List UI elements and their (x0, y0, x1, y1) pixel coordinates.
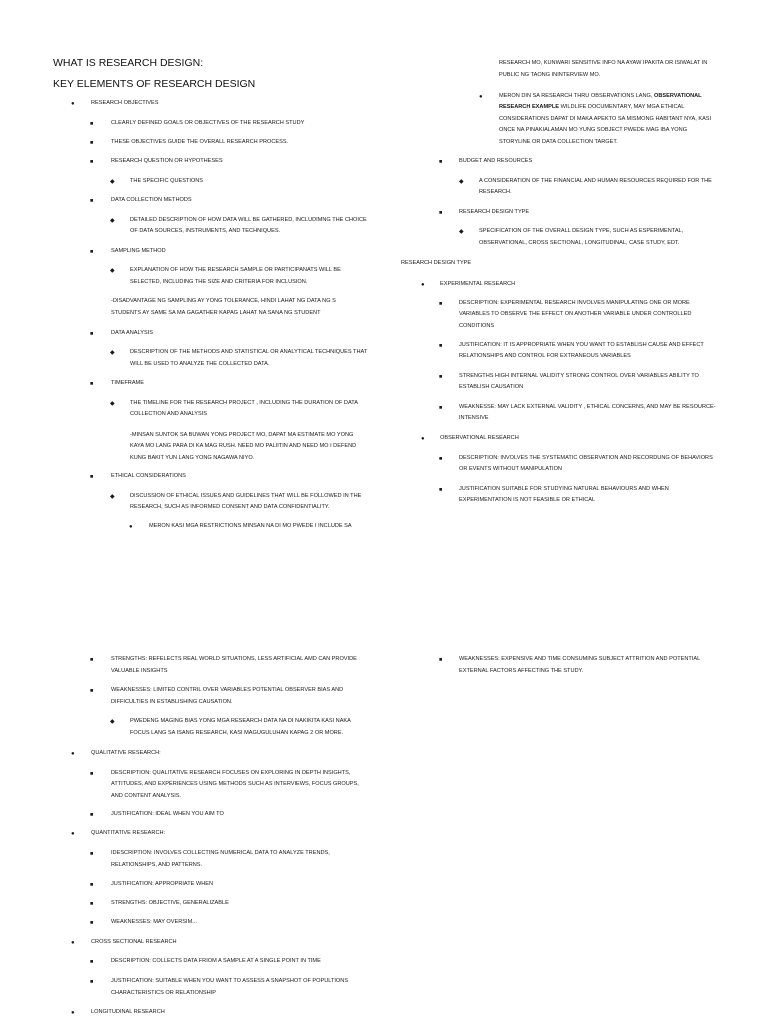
note-text: -MINSAN SUNTOK SA BUWAN YONG PROJECT MO, DAPAT MA ESTIMATE MO YONG (130, 432, 354, 438)
bullet-diamond-icon (110, 493, 115, 501)
list-item: DESCRIPTION: INVOLVES THE SYSTEMATIC OBSERVATION AND RECORDUNG OF BEHAVIORS (459, 455, 713, 461)
list-item-continued: COLLECTION AND ANALYSIS (130, 411, 207, 417)
list-item: STRENGTHS HIGH INTERNAL VALIDITY STRONG CONTROL OVER VARIABLES ABILITY TO (459, 373, 699, 379)
list-item-continued: VARIABLES TO OBSERVE THE EFFECT ON ANOTHER VARIABLE UNDER CONTROLLED (459, 311, 692, 317)
bullet-dot-icon (421, 281, 425, 289)
bullet-square-icon (439, 373, 442, 381)
bullet-square-icon (90, 197, 93, 205)
bullet-square-icon (439, 158, 442, 166)
list-item-continued: EXPERIMENTATION IS NOT FEASIBLE OR ETHICAL (459, 497, 596, 503)
list-item: DESCRIPTION: COLLECTS DATA FRIOM A SAMPLE AT A SINGLE POINT IN TIME (111, 958, 321, 964)
bullet-square-icon (90, 881, 93, 889)
bullet-square-icon (90, 919, 93, 927)
bullet-diamond-icon (110, 267, 115, 275)
list-item: DESCRIPTION: EXPERIMENTAL RESEARCH INVOLVES MANIPULATING ONE OR MORE (459, 300, 690, 306)
list-item: MERON KASI MGA RESTRICTIONS MINSAN NA DI MO PWEDE I INCLUDE SA (149, 523, 352, 529)
list-item: DETAILED DESCRIPTION OF HOW DATA WILL BE GATHERED, INCLUDIMNG THE CHOICE (130, 217, 367, 223)
bullet-square-icon (439, 656, 442, 664)
bullet-square-icon (90, 656, 93, 664)
list-item: JUSTIFICATION: IDEAL WHEN YOU AIM TO (111, 811, 224, 817)
bullet-dot-icon (71, 1009, 75, 1017)
list-item-continued: RESEARCH MO, KUNWARI SENSITIVE INFO NA AYAW IPAKITA OR ISIWALAT IN (499, 60, 708, 66)
bullet-diamond-icon (110, 217, 115, 225)
bullet-dot-icon (479, 93, 483, 101)
list-item-continued: ATTITUDES, AND EXPERIENCES USING METHODS SUCH AS INTERVIEWS, FOCUS GROUPS, (111, 781, 359, 787)
emphasis-text: OBSERVATIONAL (654, 93, 702, 99)
list-item-continued: OBSERVATIONAL, CROSS SECTIONAL, LONGITUDINAL, CASE STUDY, EDT. (479, 240, 680, 246)
list-item: SAMPLING METHOD (111, 248, 166, 254)
list-item: RESEARCH OBJECTIVES (91, 100, 159, 106)
bullet-square-icon (439, 342, 442, 350)
bullet-diamond-icon (110, 349, 115, 357)
list-item: SPECIFICATION OF THE OVERALL DESIGN TYPE, SUCH AS ESPERIMENTAL, (479, 228, 684, 234)
list-item-continued: VALUABLE INSIGHTS (111, 668, 168, 674)
list-item: JUSTIFICATION SUITABLE FOR STUDYING NATURAL BEHAVIOURS AND WHEN (459, 486, 669, 492)
list-item: CLEARLY DEFINED GOALS OR OBJECTIVES OF THE RESEARCH STUDY (111, 120, 305, 126)
list-item-continued: STORYLINE OR DATA COLLECTION TARGET. (499, 139, 618, 145)
bullet-square-icon (90, 473, 93, 481)
list-item: DATA ANALYSIS (111, 330, 153, 336)
list-item-continued: CONDITIONS (459, 323, 495, 329)
list-item-continued: RELATIONSHIPS AND CONTROL FOR EXTRANEOUS VARIABLES (459, 353, 631, 359)
bullet-diamond-icon (459, 178, 464, 186)
bullet-square-icon (90, 158, 93, 166)
list-item-continued: ESTABLISH CAUSATION (459, 384, 524, 390)
list-item: CROSS SECTIONAL RESEARCH (91, 939, 177, 945)
emphasis-text: RESEARCH EXAMPLE (499, 104, 559, 110)
bullet-dot-icon (129, 523, 133, 531)
bullet-dot-icon (71, 100, 75, 108)
list-item: LONGITUDINAL RESEARCH (91, 1009, 165, 1015)
list-item: QUANTITATIVE RESEARCH: (91, 830, 166, 836)
section-label: RESEARCH DESIGN TYPE (401, 260, 472, 266)
note-text: KAYA MO LANG PARA DI KA MAG RUSH. NEED MO PALIITIN AND NEED MO I DEFEND (130, 443, 357, 449)
bullet-square-icon (90, 978, 93, 986)
list-item: ETHICAL CONSIDERATIONS (111, 473, 186, 479)
bullet-square-icon (90, 139, 93, 147)
list-item: DESCRIPTION: QUALITATIVE RESEARCH FOCUSES ON EXPLORING IN DEPTH INSIGHTS, (111, 770, 351, 776)
bullet-dot-icon (71, 939, 75, 947)
list-item: A CONSIDERATION OF THE FINANCIAL AND HUMAN RESOURCES REQUIRED FOR THE (479, 178, 712, 184)
bullet-square-icon (90, 850, 93, 858)
bullet-diamond-icon (110, 400, 115, 408)
list-item: JUSTIFICATION: SUITABLE WHEN YOU WANT TO ASSESS A SNAPSHOT OF POPULTIONS (111, 978, 349, 984)
bullet-square-icon (439, 455, 442, 463)
bullet-square-icon (90, 958, 93, 966)
list-item-continued: INTENSIVE (459, 415, 489, 421)
bullet-dot-icon (71, 750, 75, 758)
list-item: BUDGET AND RESOURCES (459, 158, 533, 164)
list-item: PWEDENG MAGING BIAS YONG MGA RESEARCH DATA NA DI NAKIKITA KASI NAKA (130, 718, 351, 724)
note-text: STUDENTS AY SAME SA MA GAGATHER KAPAG LAHAT NA SANA NG STUDENT (111, 310, 321, 316)
bullet-diamond-icon (110, 178, 115, 186)
bullet-square-icon (439, 486, 442, 494)
bullet-square-icon (90, 687, 93, 695)
list-item: DATA COLLECTION METHODS (111, 197, 192, 203)
list-item: TIMEFRAME (111, 380, 144, 386)
bullet-dot-icon (71, 830, 75, 838)
note-text: -DISADVANTAGE NG SAMPLING AY YONG TOLERANCE, HINDI LAHAT NG DATA NG S (111, 298, 336, 304)
list-item-continued: SELECTED, INCLUDING THE SIZE AND CRITERIA FOR INCLUSION. (130, 279, 308, 285)
list-item: STRENGTHS: REFELECTS REAL WORLD SITUATIONS, LESS ARTIFICIAL AMD CAN PROVIDE (111, 656, 357, 662)
list-item-continued: WILL BE USED TO ANALYZE THE COLLECTED DATA. (130, 361, 270, 367)
list-item: WEAKNESSES: MAY OVERSIM... (111, 919, 197, 925)
bullet-square-icon (90, 380, 93, 388)
list-item: EXPERIMENTAL RESEARCH (440, 281, 516, 287)
bullet-square-icon (439, 209, 442, 217)
list-item-continued: PUBLIC NG TAONG ININTERVIEW MO. (499, 72, 601, 78)
list-item: IDESCRIPTION: INVOLVES COLLECTING NUMERICAL DATA TO ANALYZE TRENDS, (111, 850, 330, 856)
list-item-continued: RESEARCH EXAMPLE WILDLIFE DOCUMENTARY, MAY MGA ETHICAL (499, 104, 685, 110)
list-item: DESCRIPTION OF THE METHODS AND STATISTICAL OR ANALYTICAL TECHNIQUES THAT (130, 349, 368, 355)
bullet-square-icon (90, 811, 93, 819)
bullet-square-icon (90, 330, 93, 338)
bullet-square-icon (90, 120, 93, 128)
bullet-square-icon (90, 248, 93, 256)
list-item-continued: CHARACTERISTICS OR RELATIONSHIP (111, 990, 216, 996)
list-item: THE SPECIFIC QUESTIONS (130, 178, 204, 184)
list-item-continued: OR EVENTS WITHOUT MANIPULATION (459, 466, 562, 472)
list-item: THESE OBJECTIVES GUIDE THE OVERALL RESEARCH PROCESS. (111, 139, 289, 145)
list-item: THE TIMELINE FOR THE RESEARCH PROJECT , INCLUDING THE DURATION OF DATA (130, 400, 359, 406)
list-item-continued: RESEARCH. (479, 189, 512, 195)
list-item-continued: RELATIONSHIPS, AND PATTERNS. (111, 862, 203, 868)
bullet-square-icon (439, 300, 442, 308)
list-item: EXPLANATION OF HOW THE RESEARCH SAMPLE OR PARTICIPANATS WILL BE (130, 267, 341, 273)
list-item: JUSTIFICATION: IT IS APPROPRIATE WHEN YOU WANT TO ESTABLISH CAUSE AND EFFECT (459, 342, 704, 348)
list-item-continued: RESEARCH, SUCH AS INFORMED CONSENT AND DATA CONFIDENTIALITY. (130, 504, 330, 510)
list-item-continued: EXTERNAL FACTORS AFFECTING THE STUDY. (459, 668, 584, 674)
list-item-continued: AND CONTENT ANALYSIS. (111, 793, 182, 799)
list-item: QUALITATIVE RESEARCH: (91, 750, 161, 756)
list-item: STRENGTHS: OBJECTIVE, GENERALIZABLE (111, 900, 229, 906)
list-item: RESEARCH QUESTION OR HYPOTHESES (111, 158, 223, 164)
list-item-continued: FOCUS LANG SA ISANG RESEARCH, KASI MAGUGULUHAN KAPAG 2 OR MORE. (130, 730, 344, 736)
bullet-diamond-icon (110, 718, 115, 726)
list-item: WEAKNESSES: LIMITED CONTRIL OVER VARIABLES POTENTIAL OBSERVER BIAS AND (111, 687, 344, 693)
list-item-continued: DIFFICULTIES IN ESTABLISHING CAUSATION. (111, 699, 233, 705)
list-item: MERON DIN SA RESEARCH THRU OBSERVATIONS LANG, OBSERVATIONAL (499, 93, 702, 99)
note-text: KUNG BAKIT YUN LANG YONG NAGAWA NIYO. (130, 455, 255, 461)
bullet-square-icon (439, 404, 442, 412)
list-item-continued: CONSIDERATIONS DAPAT DI MAKA APEKTO SA MISMONG HABITANT NYA, KASI (499, 116, 712, 122)
list-item-continued: OF DATA SOURCES, INSTRUMENTS, AND TECHNIQUES. (130, 228, 281, 234)
bullet-square-icon (90, 770, 93, 778)
list-item: WEAKNESSE: MAY LACK EXTERNAL VALIDITY , ETHICAL CONCERNS, AND MAY BE RESOURCE- (459, 404, 716, 410)
list-item: RESEARCH DESIGN TYPE (459, 209, 530, 215)
page-title: WHAT IS RESEARCH DESIGN: (53, 57, 204, 69)
list-item: DISCUSSION OF ETHICAL ISSUES AND GUIDELINES THAT WILL BE FOLLOWED IN THE (130, 493, 362, 499)
bullet-square-icon (90, 900, 93, 908)
list-item: JUSTIFICATION: APPROPRIATE WHEN (111, 881, 214, 887)
section-heading: KEY ELEMENTS OF RESEARCH DESIGN (53, 78, 256, 90)
bullet-diamond-icon (459, 228, 464, 236)
list-item: OBSERVATIONAL RESEARCH (440, 435, 519, 441)
bullet-dot-icon (421, 435, 425, 443)
list-item-continued: ONCE NA PINAKIALAMAN MO YUNG SOBJECT PWEDE MAG IBA YONG (499, 127, 688, 133)
list-item: WEAKNESSES: EXPENSIVE AND TIME CONSUMING SUBJECT ATTRITION AND POTENTIAL (459, 656, 701, 662)
